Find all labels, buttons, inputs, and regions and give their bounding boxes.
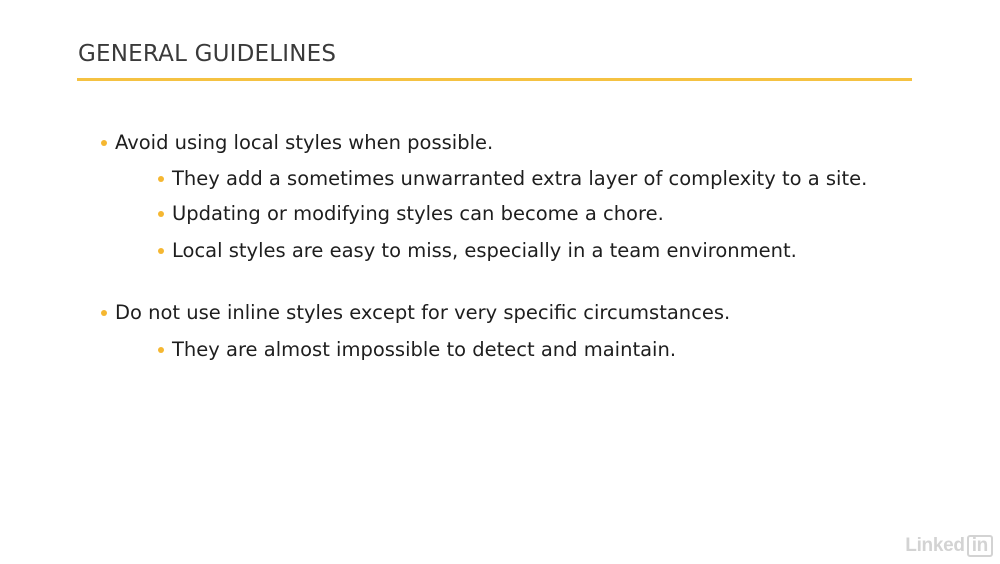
bullet-icon (158, 347, 164, 353)
bullet-item-level2: They add a sometimes unwarranted extra layer of complexity to a site. (172, 167, 868, 190)
bullet-item-level2: Local styles are easy to miss, especially in a team environment. (172, 239, 797, 262)
bullet-icon (101, 140, 107, 146)
bullet-icon (158, 176, 164, 182)
bullet-item-level2: Updating or modifying styles can become a chore. (172, 202, 664, 225)
logo-text: Linked (905, 535, 965, 556)
bullet-item-level1: Do not use inline styles except for very specific circumstances. (115, 301, 731, 324)
title-underline (77, 78, 912, 81)
logo-box-text: in (967, 535, 993, 557)
bullet-item-level1: Avoid using local styles when possible. (115, 131, 494, 154)
bullet-icon (158, 211, 164, 217)
bullet-icon (158, 248, 164, 254)
slide-title: GENERAL GUIDELINES (78, 41, 337, 67)
linkedin-logo-icon (905, 535, 993, 557)
bullet-item-level2: They are almost impossible to detect and maintain. (172, 338, 677, 361)
bullet-icon (101, 310, 107, 316)
